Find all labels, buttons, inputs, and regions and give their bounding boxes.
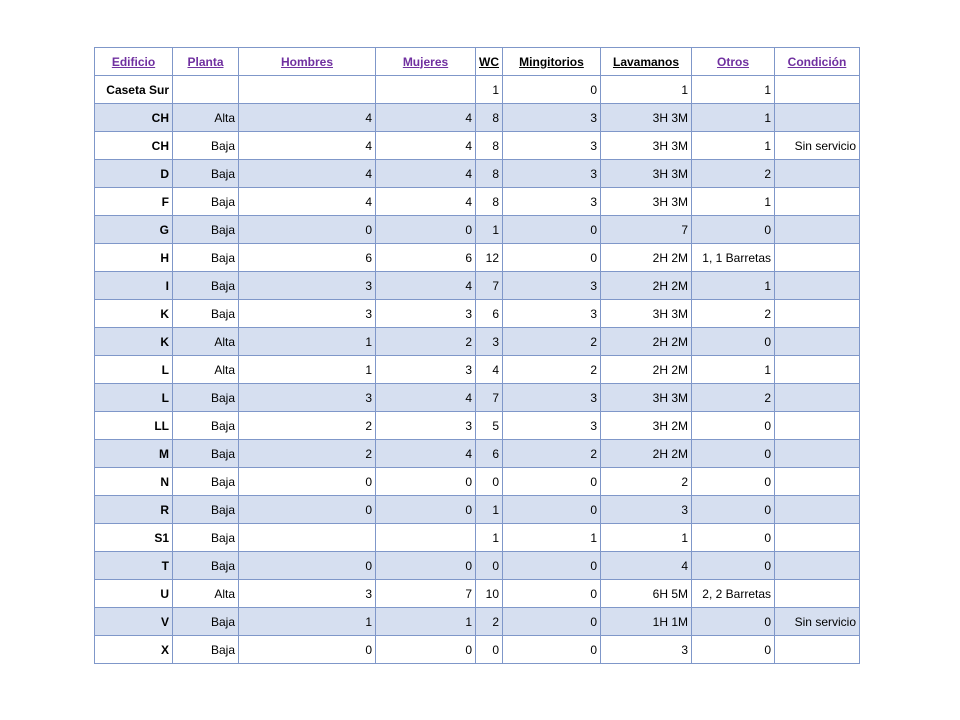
cell-lavamanos: 3H 3M <box>601 384 692 412</box>
cell-otros: 1 <box>692 356 775 384</box>
cell-condicion <box>775 104 860 132</box>
cell-planta <box>173 76 239 104</box>
cell-condicion <box>775 76 860 104</box>
cell-edificio: S1 <box>95 524 173 552</box>
cell-otros: 2 <box>692 160 775 188</box>
cell-lavamanos: 1H 1M <box>601 608 692 636</box>
cell-mingitorios: 3 <box>503 160 601 188</box>
table-row <box>95 608 860 636</box>
cell-hombres: 6 <box>239 244 376 272</box>
cell-edificio: G <box>95 216 173 244</box>
table-row <box>95 76 860 104</box>
cell-mujeres: 3 <box>376 412 476 440</box>
cell-otros: 1 <box>692 76 775 104</box>
table-row <box>95 552 860 580</box>
cell-otros: 0 <box>692 608 775 636</box>
cell-condicion <box>775 552 860 580</box>
cell-mingitorios: 3 <box>503 104 601 132</box>
cell-otros: 0 <box>692 468 775 496</box>
header-otros[interactable]: Otros <box>692 48 775 76</box>
cell-edificio: LL <box>95 412 173 440</box>
cell-lavamanos: 2H 2M <box>601 328 692 356</box>
cell-hombres <box>239 524 376 552</box>
cell-mujeres: 0 <box>376 552 476 580</box>
cell-mingitorios: 2 <box>503 328 601 356</box>
cell-condicion <box>775 160 860 188</box>
cell-hombres: 0 <box>239 496 376 524</box>
cell-planta: Alta <box>173 356 239 384</box>
cell-lavamanos: 2H 2M <box>601 356 692 384</box>
header-wc: WC <box>476 48 503 76</box>
cell-mujeres: 0 <box>376 496 476 524</box>
cell-hombres: 3 <box>239 580 376 608</box>
cell-wc: 0 <box>476 552 503 580</box>
cell-lavamanos: 3H 3M <box>601 160 692 188</box>
cell-planta: Alta <box>173 104 239 132</box>
cell-mingitorios: 3 <box>503 272 601 300</box>
cell-mujeres: 4 <box>376 104 476 132</box>
cell-hombres: 2 <box>239 440 376 468</box>
cell-planta: Baja <box>173 160 239 188</box>
cell-mingitorios: 3 <box>503 188 601 216</box>
cell-wc: 7 <box>476 272 503 300</box>
cell-edificio: Caseta Sur <box>95 76 173 104</box>
header-edificio[interactable]: Edificio <box>95 48 173 76</box>
cell-condicion <box>775 468 860 496</box>
cell-lavamanos: 3H 3M <box>601 132 692 160</box>
cell-condicion <box>775 496 860 524</box>
cell-otros: 1 <box>692 272 775 300</box>
cell-hombres: 0 <box>239 216 376 244</box>
cell-mingitorios: 0 <box>503 496 601 524</box>
cell-planta: Baja <box>173 496 239 524</box>
cell-otros: 0 <box>692 552 775 580</box>
table-row <box>95 580 860 608</box>
cell-hombres: 1 <box>239 356 376 384</box>
cell-planta: Baja <box>173 468 239 496</box>
cell-hombres: 4 <box>239 104 376 132</box>
cell-mingitorios: 3 <box>503 300 601 328</box>
cell-wc: 8 <box>476 160 503 188</box>
table-row <box>95 132 860 160</box>
header-planta[interactable]: Planta <box>173 48 239 76</box>
cell-mingitorios: 3 <box>503 384 601 412</box>
cell-wc: 8 <box>476 188 503 216</box>
cell-condicion <box>775 412 860 440</box>
cell-hombres: 4 <box>239 132 376 160</box>
cell-hombres: 0 <box>239 552 376 580</box>
cell-mujeres: 2 <box>376 328 476 356</box>
cell-wc: 1 <box>476 76 503 104</box>
cell-mingitorios: 0 <box>503 580 601 608</box>
table-row <box>95 524 860 552</box>
cell-mujeres: 4 <box>376 272 476 300</box>
header-mingitorios: Mingitorios <box>503 48 601 76</box>
cell-planta: Baja <box>173 636 239 664</box>
cell-planta: Baja <box>173 412 239 440</box>
cell-wc: 5 <box>476 412 503 440</box>
table-body <box>95 76 860 664</box>
header-row <box>95 48 860 76</box>
cell-planta: Baja <box>173 244 239 272</box>
cell-mingitorios: 0 <box>503 216 601 244</box>
cell-planta: Baja <box>173 272 239 300</box>
cell-otros: 2, 2 Barretas <box>692 580 775 608</box>
cell-planta: Baja <box>173 188 239 216</box>
restroom-inventory-table <box>94 47 860 664</box>
header-lavamanos: Lavamanos <box>601 48 692 76</box>
cell-hombres: 2 <box>239 412 376 440</box>
cell-wc: 6 <box>476 440 503 468</box>
cell-mujeres: 1 <box>376 608 476 636</box>
cell-otros: 0 <box>692 636 775 664</box>
table-row <box>95 272 860 300</box>
table-row <box>95 328 860 356</box>
table-row <box>95 468 860 496</box>
cell-hombres: 3 <box>239 384 376 412</box>
cell-otros: 0 <box>692 412 775 440</box>
cell-condicion <box>775 188 860 216</box>
cell-otros: 0 <box>692 216 775 244</box>
cell-lavamanos: 1 <box>601 524 692 552</box>
cell-wc: 0 <box>476 636 503 664</box>
cell-otros: 1 <box>692 104 775 132</box>
cell-mingitorios: 2 <box>503 356 601 384</box>
table-row <box>95 356 860 384</box>
cell-lavamanos: 3 <box>601 496 692 524</box>
cell-wc: 8 <box>476 132 503 160</box>
cell-mujeres: 0 <box>376 636 476 664</box>
cell-edificio: V <box>95 608 173 636</box>
cell-mujeres <box>376 524 476 552</box>
cell-wc: 6 <box>476 300 503 328</box>
table-row <box>95 440 860 468</box>
cell-planta: Baja <box>173 552 239 580</box>
cell-planta: Baja <box>173 524 239 552</box>
cell-otros: 2 <box>692 384 775 412</box>
cell-condicion <box>775 272 860 300</box>
cell-hombres: 0 <box>239 636 376 664</box>
cell-condicion: Sin servicio <box>775 608 860 636</box>
cell-edificio: L <box>95 384 173 412</box>
cell-mingitorios: 0 <box>503 608 601 636</box>
cell-hombres <box>239 76 376 104</box>
table-row <box>95 188 860 216</box>
cell-lavamanos: 2H 2M <box>601 440 692 468</box>
cell-mingitorios: 0 <box>503 552 601 580</box>
cell-edificio: N <box>95 468 173 496</box>
cell-wc: 1 <box>476 524 503 552</box>
cell-mingitorios: 0 <box>503 468 601 496</box>
cell-lavamanos: 3H 2M <box>601 412 692 440</box>
cell-lavamanos: 3 <box>601 636 692 664</box>
cell-mingitorios: 0 <box>503 76 601 104</box>
cell-condicion <box>775 384 860 412</box>
cell-mingitorios: 0 <box>503 636 601 664</box>
cell-otros: 0 <box>692 328 775 356</box>
cell-mujeres: 4 <box>376 132 476 160</box>
cell-mingitorios: 0 <box>503 244 601 272</box>
cell-wc: 2 <box>476 608 503 636</box>
cell-condicion: Sin servicio <box>775 132 860 160</box>
cell-planta: Baja <box>173 300 239 328</box>
table-row <box>95 244 860 272</box>
cell-condicion <box>775 636 860 664</box>
cell-planta: Baja <box>173 440 239 468</box>
cell-mujeres: 0 <box>376 216 476 244</box>
cell-hombres: 3 <box>239 300 376 328</box>
cell-otros: 2 <box>692 300 775 328</box>
cell-condicion <box>775 328 860 356</box>
cell-lavamanos: 3H 3M <box>601 300 692 328</box>
cell-otros: 0 <box>692 496 775 524</box>
cell-condicion <box>775 300 860 328</box>
cell-lavamanos: 2H 2M <box>601 272 692 300</box>
cell-hombres: 4 <box>239 188 376 216</box>
cell-mingitorios: 2 <box>503 440 601 468</box>
cell-otros: 1, 1 Barretas <box>692 244 775 272</box>
cell-planta: Baja <box>173 216 239 244</box>
cell-planta: Baja <box>173 132 239 160</box>
cell-edificio: F <box>95 188 173 216</box>
cell-mingitorios: 1 <box>503 524 601 552</box>
cell-edificio: M <box>95 440 173 468</box>
cell-wc: 4 <box>476 356 503 384</box>
cell-wc: 1 <box>476 496 503 524</box>
cell-wc: 3 <box>476 328 503 356</box>
cell-mujeres: 0 <box>376 468 476 496</box>
table-row <box>95 104 860 132</box>
cell-lavamanos: 4 <box>601 552 692 580</box>
cell-wc: 1 <box>476 216 503 244</box>
cell-wc: 7 <box>476 384 503 412</box>
table-row <box>95 412 860 440</box>
cell-planta: Baja <box>173 384 239 412</box>
cell-lavamanos: 2 <box>601 468 692 496</box>
cell-lavamanos: 7 <box>601 216 692 244</box>
header-condicion[interactable]: Condición <box>775 48 860 76</box>
cell-edificio: CH <box>95 132 173 160</box>
cell-mujeres: 7 <box>376 580 476 608</box>
cell-lavamanos: 1 <box>601 76 692 104</box>
cell-condicion <box>775 580 860 608</box>
cell-edificio: X <box>95 636 173 664</box>
table-row <box>95 384 860 412</box>
cell-edificio: K <box>95 328 173 356</box>
table-row <box>95 636 860 664</box>
cell-planta: Alta <box>173 580 239 608</box>
cell-mingitorios: 3 <box>503 412 601 440</box>
table-row <box>95 216 860 244</box>
cell-edificio: I <box>95 272 173 300</box>
cell-mujeres: 6 <box>376 244 476 272</box>
cell-otros: 0 <box>692 440 775 468</box>
cell-mujeres: 3 <box>376 356 476 384</box>
cell-edificio: T <box>95 552 173 580</box>
cell-mujeres: 4 <box>376 384 476 412</box>
cell-condicion <box>775 356 860 384</box>
cell-hombres: 3 <box>239 272 376 300</box>
cell-condicion <box>775 440 860 468</box>
cell-wc: 0 <box>476 468 503 496</box>
cell-condicion <box>775 244 860 272</box>
table-row <box>95 496 860 524</box>
cell-otros: 1 <box>692 188 775 216</box>
cell-lavamanos: 3H 3M <box>601 104 692 132</box>
cell-edificio: D <box>95 160 173 188</box>
cell-mujeres: 4 <box>376 440 476 468</box>
cell-otros: 0 <box>692 524 775 552</box>
cell-edificio: CH <box>95 104 173 132</box>
cell-mujeres: 4 <box>376 160 476 188</box>
cell-hombres: 1 <box>239 608 376 636</box>
cell-hombres: 0 <box>239 468 376 496</box>
cell-mujeres: 4 <box>376 188 476 216</box>
cell-wc: 12 <box>476 244 503 272</box>
table-row <box>95 160 860 188</box>
cell-otros: 1 <box>692 132 775 160</box>
cell-lavamanos: 2H 2M <box>601 244 692 272</box>
cell-planta: Alta <box>173 328 239 356</box>
table-row <box>95 300 860 328</box>
cell-condicion <box>775 524 860 552</box>
cell-edificio: U <box>95 580 173 608</box>
cell-hombres: 1 <box>239 328 376 356</box>
cell-edificio: R <box>95 496 173 524</box>
cell-edificio: L <box>95 356 173 384</box>
header-hombres[interactable]: Hombres <box>239 48 376 76</box>
cell-mingitorios: 3 <box>503 132 601 160</box>
cell-hombres: 4 <box>239 160 376 188</box>
cell-edificio: K <box>95 300 173 328</box>
cell-mujeres <box>376 76 476 104</box>
cell-lavamanos: 3H 3M <box>601 188 692 216</box>
cell-edificio: H <box>95 244 173 272</box>
cell-wc: 10 <box>476 580 503 608</box>
cell-condicion <box>775 216 860 244</box>
header-mujeres[interactable]: Mujeres <box>376 48 476 76</box>
cell-wc: 8 <box>476 104 503 132</box>
cell-planta: Baja <box>173 608 239 636</box>
cell-mujeres: 3 <box>376 300 476 328</box>
cell-lavamanos: 6H 5M <box>601 580 692 608</box>
